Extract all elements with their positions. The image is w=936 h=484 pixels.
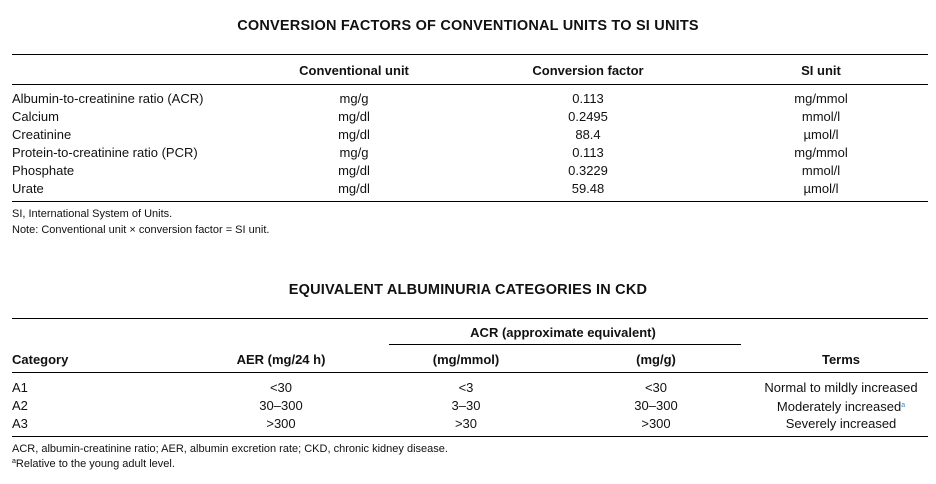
table2-cell-text: A2 bbox=[12, 398, 28, 413]
table1-row-5-si-unit: mmol/l bbox=[801, 163, 841, 178]
table2-cell-text: 3–30 bbox=[451, 398, 481, 413]
table2-row-3-terms bbox=[786, 416, 897, 432]
table2-row-3-category bbox=[12, 416, 28, 432]
table1-row-4-conversion-factor: 0.113 bbox=[572, 145, 604, 160]
table2-note-footnote-a bbox=[12, 458, 175, 470]
table1-row-1-conventional-unit: mg/g bbox=[339, 91, 369, 106]
table2-cell-text: Moderately increased bbox=[776, 399, 902, 414]
table1-row-1-conversion-factor: 0.113 bbox=[572, 91, 604, 106]
table1-row-6-si-unit: µmol/l bbox=[803, 181, 839, 196]
table1-note-formula: Note: Conventional unit × conversion factor = SI unit. bbox=[12, 224, 270, 236]
table2-cell-text: >30 bbox=[454, 416, 478, 431]
table1-row-4-label: Protein-to-creatinine ratio (PCR) bbox=[12, 145, 198, 160]
footnote-marker: a bbox=[12, 458, 16, 465]
table2-row-2-aer bbox=[259, 398, 302, 414]
table1-row-2-label: Calcium bbox=[12, 109, 59, 124]
table2-row-2-acr-mg-g bbox=[634, 398, 677, 414]
footnote-text: Relative to the young adult level. bbox=[15, 458, 175, 470]
table1-row-4-conventional-unit: mg/g bbox=[339, 145, 369, 160]
table1-row-5-conventional-unit: mg/dl bbox=[338, 163, 370, 178]
table1-bottom-rule bbox=[12, 201, 928, 202]
table2-cell-text: >300 bbox=[641, 416, 671, 431]
table1-row-6-conversion-factor: 59.48 bbox=[571, 181, 605, 196]
table2-row-2-acr-mg-mmol bbox=[452, 398, 481, 414]
table2-cell-text: <30 bbox=[644, 380, 668, 395]
table2-bottom-rule bbox=[12, 436, 928, 437]
table2-row-1-acr-mg-g bbox=[645, 380, 667, 396]
table1-row-1-si-unit: mg/mmol bbox=[794, 91, 848, 106]
table2-header-mg-g: (mg/g) bbox=[636, 352, 676, 367]
table2-header-terms: Terms bbox=[821, 352, 861, 367]
table2-note-abbreviations: ACR, albumin-creatinine ratio; AER, albumin excretion rate; CKD, chronic kidney disease. bbox=[12, 443, 448, 455]
footnote-link-marker[interactable]: a bbox=[901, 402, 906, 409]
table1-row-2-conversion-factor: 0.2495 bbox=[568, 109, 608, 124]
table2-cell-text: 30–300 bbox=[259, 398, 303, 413]
table2-row-3-aer bbox=[266, 416, 295, 432]
table2-header-rule bbox=[12, 372, 928, 373]
table2-top-rule bbox=[12, 318, 928, 319]
table2-cell-text: <30 bbox=[269, 380, 293, 395]
table1-row-3-conversion-factor: 88.4 bbox=[575, 127, 601, 142]
table2-header-mg-mmol: (mg/mmol) bbox=[432, 352, 500, 367]
table1-row-2-si-unit: mmol/l bbox=[801, 109, 841, 124]
table2-row-1-aer bbox=[270, 380, 292, 396]
table2-row-2-terms bbox=[777, 398, 905, 415]
table1-header-rule bbox=[12, 84, 928, 85]
table2-row-2-category bbox=[12, 398, 28, 414]
table2-header-aer: AER (mg/24 h) bbox=[236, 352, 326, 367]
table1-row-6-conventional-unit: mg/dl bbox=[338, 181, 370, 196]
table1-header-conventional-unit: Conventional unit bbox=[299, 63, 409, 78]
table2-group-header-acr: ACR (approximate equivalent) bbox=[470, 325, 656, 340]
table1-title: CONVERSION FACTORS OF CONVENTIONAL UNITS TO SI UNITS bbox=[237, 18, 699, 34]
table1-row-5-label: Phosphate bbox=[12, 163, 75, 178]
table2-group-rule bbox=[389, 344, 741, 345]
table1-row-3-si-unit: µmol/l bbox=[803, 127, 839, 142]
table1-row-3-conventional-unit: mg/dl bbox=[338, 127, 370, 142]
table2-title: EQUIVALENT ALBUMINURIA CATEGORIES IN CKD bbox=[288, 282, 648, 298]
table2-cell-text: <3 bbox=[458, 380, 474, 395]
table2-header-category: Category bbox=[12, 352, 69, 367]
table2-cell-text: Normal to mildly increased bbox=[764, 380, 918, 395]
table2-row-3-acr-mg-mmol bbox=[455, 416, 477, 432]
table1-row-4-si-unit: mg/mmol bbox=[794, 145, 848, 160]
table2-row-1-category bbox=[12, 380, 28, 396]
table1-row-6-label: Urate bbox=[12, 181, 44, 196]
table2-cell-text: 30–300 bbox=[634, 398, 678, 413]
table1-row-2-conventional-unit: mg/dl bbox=[338, 109, 370, 124]
table2-row-1-terms bbox=[764, 380, 917, 396]
table1-row-5-conversion-factor: 0.3229 bbox=[568, 163, 608, 178]
table1-header-conversion-factor: Conversion factor bbox=[532, 63, 644, 78]
table1-row-3-label: Creatinine bbox=[12, 127, 72, 142]
table2-cell-text: A1 bbox=[12, 380, 28, 395]
table2-cell-text: >300 bbox=[266, 416, 296, 431]
table2-cell-text: Severely increased bbox=[785, 416, 897, 431]
table1-row-1-label: Albumin-to-creatinine ratio (ACR) bbox=[12, 91, 204, 106]
table1-note-si: SI, International System of Units. bbox=[12, 208, 173, 220]
table1-header-si-unit: SI unit bbox=[801, 63, 841, 78]
table2-row-1-acr-mg-mmol bbox=[459, 380, 474, 396]
table2-cell-text: A3 bbox=[12, 416, 28, 431]
table1-top-rule bbox=[12, 54, 928, 55]
table2-row-3-acr-mg-g bbox=[641, 416, 670, 432]
